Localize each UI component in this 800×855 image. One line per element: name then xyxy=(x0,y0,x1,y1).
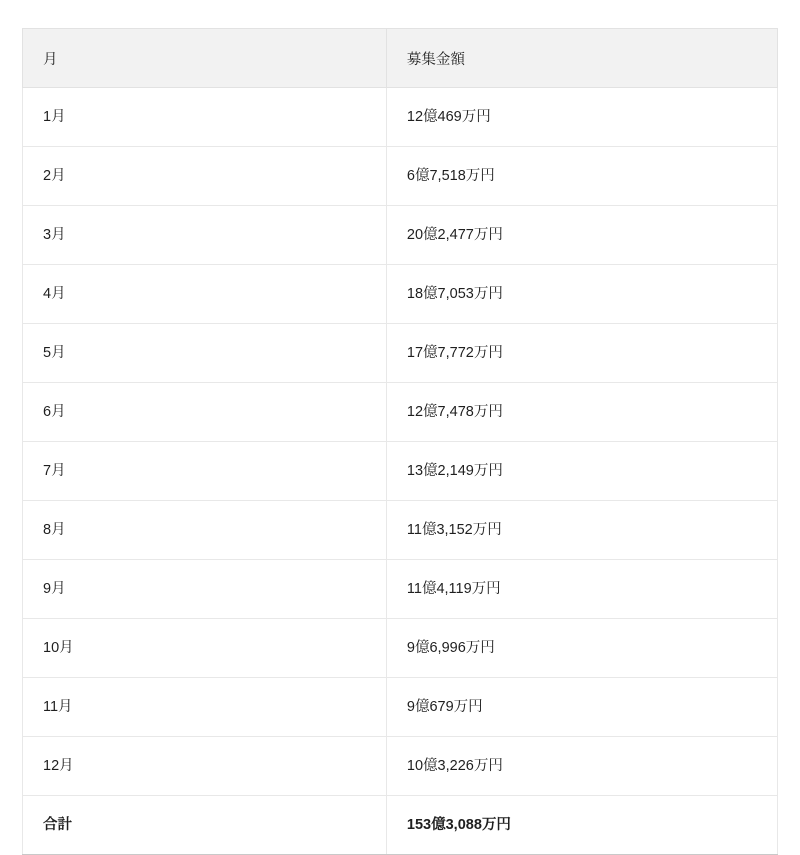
table-row xyxy=(23,88,778,147)
cell-month: 5月 xyxy=(23,324,387,383)
table-row xyxy=(23,619,778,678)
cell-month: 10月 xyxy=(23,619,387,678)
column-header-month: 月 xyxy=(23,29,387,88)
cell-amount: 20億2,477万円 xyxy=(386,206,777,265)
cell-month: 7月 xyxy=(23,442,387,501)
cell-amount: 6億7,518万円 xyxy=(386,147,777,206)
monthly-amount-table xyxy=(22,28,778,855)
cell-amount: 18億7,053万円 xyxy=(386,265,777,324)
table-row xyxy=(23,442,778,501)
cell-amount: 9億679万円 xyxy=(386,678,777,737)
cell-month: 9月 xyxy=(23,560,387,619)
table-header-row xyxy=(23,29,778,88)
table-row xyxy=(23,737,778,796)
cell-amount: 12億7,478万円 xyxy=(386,383,777,442)
cell-amount: 17億7,772万円 xyxy=(386,324,777,383)
cell-amount: 12億469万円 xyxy=(386,88,777,147)
cell-amount: 9億6,996万円 xyxy=(386,619,777,678)
table-row xyxy=(23,560,778,619)
cell-month: 11月 xyxy=(23,678,387,737)
table-header xyxy=(23,29,778,88)
cell-amount: 13億2,149万円 xyxy=(386,442,777,501)
cell-month: 8月 xyxy=(23,501,387,560)
cell-month: 12月 xyxy=(23,737,387,796)
cell-month: 1月 xyxy=(23,88,387,147)
cell-total-label: 合計 xyxy=(23,796,387,855)
table-total-row xyxy=(23,796,778,855)
table-row xyxy=(23,324,778,383)
table-body xyxy=(23,88,778,855)
table-row xyxy=(23,147,778,206)
cell-amount: 11億3,152万円 xyxy=(386,501,777,560)
cell-total-amount: 153億3,088万円 xyxy=(386,796,777,855)
table-row xyxy=(23,501,778,560)
table-row xyxy=(23,265,778,324)
cell-month: 3月 xyxy=(23,206,387,265)
cell-month: 2月 xyxy=(23,147,387,206)
cell-amount: 11億4,119万円 xyxy=(386,560,777,619)
cell-amount: 10億3,226万円 xyxy=(386,737,777,796)
table-row xyxy=(23,206,778,265)
cell-month: 6月 xyxy=(23,383,387,442)
table-row xyxy=(23,383,778,442)
cell-month: 4月 xyxy=(23,265,387,324)
table-row xyxy=(23,678,778,737)
column-header-amount: 募集金額 xyxy=(386,29,777,88)
